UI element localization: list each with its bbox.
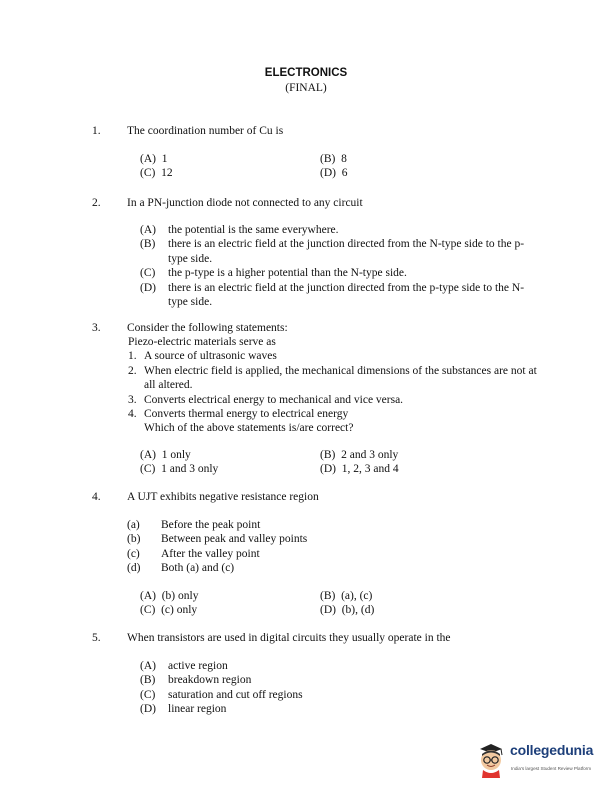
question-number: 1. <box>92 125 101 137</box>
question-number: 5. <box>92 632 101 644</box>
option-a: (A) 1 only <box>140 449 191 461</box>
option-c: (C) 1 and 3 only <box>140 463 219 475</box>
option-c: (C) 12 <box>140 167 173 179</box>
statement-prompt: Which of the above statements is/are correct? <box>144 422 354 435</box>
statement-3: 3. Converts electrical energy to mechanical and vice versa. <box>128 393 404 406</box>
option-a: (A) active region <box>140 660 228 672</box>
question-2-options <box>140 223 535 309</box>
option-b: (B) (a), (c) <box>320 590 373 602</box>
option-a: (A) (b) only <box>140 590 199 602</box>
statement-intro: Piezo-electric materials serve as <box>128 336 276 348</box>
statement-2: 2. When electric field is applied, the mechanical dimensions of the substances are not at all altered. <box>128 364 537 392</box>
option-a: (A) the potential is the same everywhere. <box>140 224 339 236</box>
option-b: (B) 8 <box>320 153 347 165</box>
question-text: A UJT exhibits negative resistance region <box>127 491 319 503</box>
subitem-b: (b) Between peak and valley points <box>127 533 308 546</box>
logo-wordmark: collegedunia <box>510 742 594 758</box>
option-c: (C) (c) only <box>140 604 198 616</box>
option-c: (C) saturation and cut off regions <box>140 688 303 701</box>
option-d: (D) (b), (d) <box>320 604 375 616</box>
page-subtitle: (FINAL) <box>285 82 327 94</box>
collegedunia-logo[interactable] <box>474 740 604 780</box>
logo-tagline: India's largest Student Review Platform <box>511 766 592 771</box>
statement-4: 4. Converts thermal energy to electrical energy <box>128 408 349 421</box>
subitem-d: (d) Both (a) and (c) <box>127 562 235 575</box>
option-c: (C) the p-type is a higher potential than the N-type side. <box>140 267 407 280</box>
subitem-a: (a) Before the peak point <box>127 519 261 531</box>
question-number: 3. <box>92 322 101 334</box>
mascot-icon <box>474 740 508 778</box>
question-text: The coordination number of Cu is <box>127 125 284 137</box>
option-d: (D) 6 <box>320 167 348 179</box>
question-number: 4. <box>92 491 101 503</box>
option-d: (D) linear region <box>140 703 227 716</box>
question-text: When transistors are used in digital circuits they usually operate in the <box>127 632 451 644</box>
question-text: Consider the following statements: <box>127 322 288 334</box>
option-b: (B) there is an electric field at the junction directed from the N-type side to the p-type side. <box>140 238 525 265</box>
option-b: (B) 2 and 3 only <box>320 449 399 461</box>
question-3-statements <box>128 335 538 436</box>
statement-1: 1. A source of ultrasonic waves <box>128 350 277 363</box>
option-d: (D) there is an electric field at the junction directed from the p-type side to the N-type side. <box>140 281 525 309</box>
question-number: 2. <box>92 197 101 209</box>
subitem-c: (c) After the valley point <box>127 547 260 560</box>
option-d: (D) 1, 2, 3 and 4 <box>320 463 399 475</box>
question-text: In a PN-junction diode not connected to any circuit <box>127 197 363 209</box>
question-4-subitems <box>127 518 427 576</box>
page-title: ELECTRONICS <box>264 67 348 79</box>
option-a: (A) 1 <box>140 153 168 165</box>
option-b: (B) breakdown region <box>140 674 252 687</box>
question-5-options <box>140 659 540 717</box>
